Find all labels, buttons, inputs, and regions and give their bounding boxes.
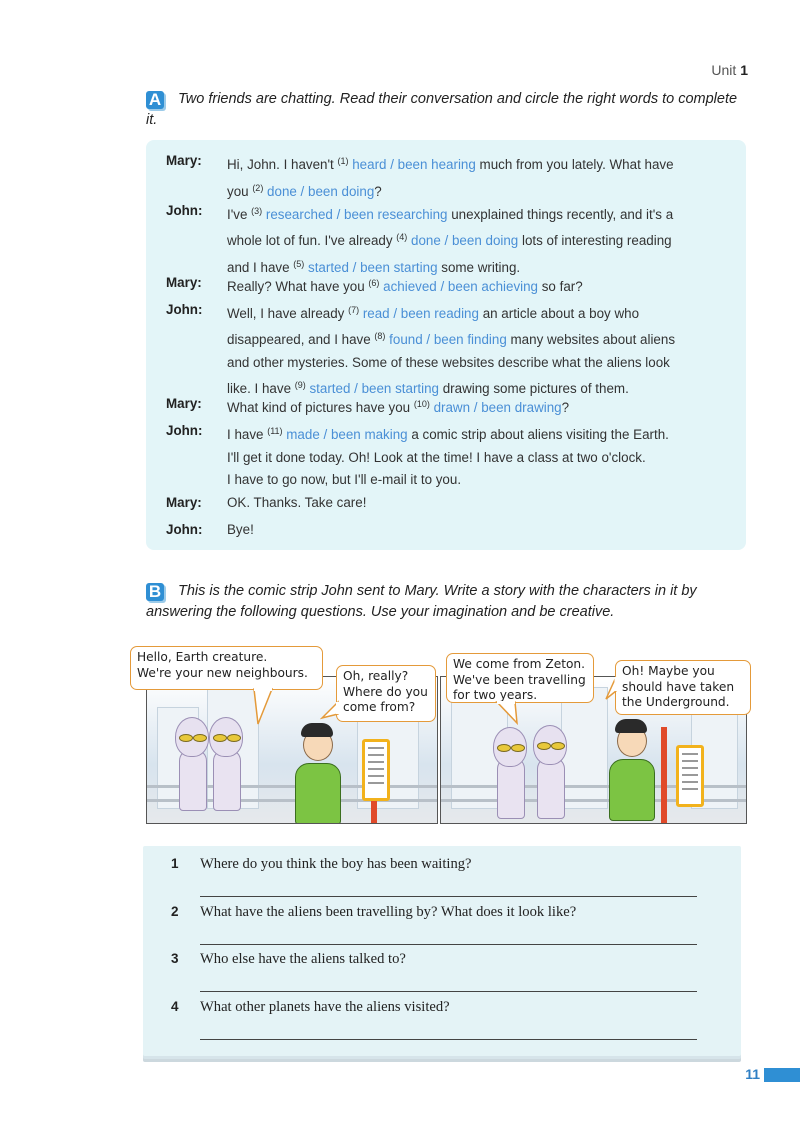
alien-head (533, 725, 567, 765)
bubble-line: Oh! Maybe you (622, 664, 715, 678)
answer-line[interactable] (200, 991, 697, 992)
question-number: 4 (171, 998, 179, 1014)
word-choice-option[interactable]: started / been starting (309, 381, 439, 396)
alien-body (179, 749, 207, 811)
bubble-line: Where do you (343, 684, 428, 699)
alien-head (175, 717, 209, 757)
speech-segment: I have (227, 427, 268, 442)
question-text: What other planets have the aliens visited? (200, 998, 450, 1015)
speech-segment: some writing. (437, 259, 521, 275)
speech-line (227, 492, 747, 515)
blank-number: (11) (267, 426, 283, 436)
speaker-name: Mary: (166, 495, 202, 510)
answer-line[interactable] (200, 944, 697, 945)
speech-line (227, 393, 747, 420)
question-number: 2 (171, 903, 179, 919)
speech-text (227, 492, 747, 515)
speaker-name: John: (166, 522, 203, 537)
alien-body (213, 749, 241, 811)
unit-word: Unit (711, 62, 737, 78)
question-text: Where do you think the boy has been waiting? (200, 856, 472, 872)
blank-number: (3) (251, 205, 263, 216)
blank-number: (9) (294, 380, 306, 390)
word-choice-option[interactable]: done / been doing (267, 183, 375, 199)
boy-body (609, 759, 655, 821)
speech-text (227, 420, 747, 492)
speech-text (227, 200, 747, 280)
section-b-text: This is the comic strip John sent to Mary. Write a story with the characters in it by answering the following questions. Use your imagination and be creative. (146, 583, 697, 620)
speech-segment: you (227, 183, 253, 199)
word-choice-option[interactable]: made / been making (286, 427, 408, 442)
question-text: Who else have the aliens talked to? (200, 951, 406, 967)
speech-segment: and I have (227, 259, 294, 275)
bus-stop-sign (676, 745, 704, 807)
word-choice-option[interactable]: heard / been hearing (352, 157, 476, 172)
speech-segment: I'll get it done today. Oh! Look at the time! I have a class at two o'clock. (227, 449, 646, 465)
word-choice-option[interactable]: found / been finding (389, 332, 507, 347)
speech-segment: so far? (538, 278, 583, 294)
speech-bubble-4 (615, 660, 751, 715)
speaker-name: John: (166, 423, 203, 438)
blank-number: (4) (396, 232, 408, 242)
speaker-name: Mary: (166, 153, 202, 168)
blank-number: (1) (337, 156, 349, 166)
speech-segment: I have to go now, but I'll e-mail it to you. (227, 472, 462, 487)
bubble-line: We're your new neighbours. (137, 665, 308, 680)
section-b-instruction (146, 581, 746, 623)
alien-head (493, 727, 527, 767)
question-number: 3 (171, 951, 179, 966)
bubble-line: Hello, Earth creature. (137, 650, 268, 664)
speech-line (227, 469, 747, 492)
blank-number: (5) (293, 258, 305, 269)
bubble-line: We've been travelling (453, 672, 586, 687)
speech-segment: I've (227, 206, 252, 222)
blank-number: (6) (368, 277, 380, 288)
speech-segment: lots of interesting reading (518, 233, 672, 248)
word-choice-option[interactable]: drawn / been drawing (433, 400, 562, 415)
speech-segment: whole lot of fun. I've already (227, 233, 397, 248)
section-a-text: Two friends are chatting. Read their conversation and circle the right words to complete it. (146, 91, 738, 128)
blank-number: (2) (252, 182, 264, 193)
page-number-bar (764, 1068, 800, 1082)
bus-stop-pole (661, 727, 667, 824)
bubble-line: We come from Zeton. (453, 657, 586, 671)
speaker-name: John: (166, 301, 203, 317)
speech-segment: like. I have (227, 381, 295, 396)
speech-segment: Bye! (227, 522, 254, 537)
section-b-badge: B (146, 583, 164, 601)
blank-number: (10) (413, 399, 430, 409)
bubble-line: for two years. (453, 688, 538, 702)
word-choice-option[interactable]: done / been doing (411, 233, 519, 248)
speech-line (227, 226, 747, 253)
question-number: 1 (171, 856, 179, 871)
speech-text (227, 393, 747, 420)
word-choice-option[interactable]: started / been starting (308, 259, 438, 275)
bus-stop-sign (362, 739, 390, 801)
word-choice-option[interactable]: achieved / been achieving (383, 278, 539, 294)
speech-segment: ? (561, 400, 570, 415)
blank-number: (7) (348, 304, 360, 315)
alien-head (209, 717, 243, 757)
speech-text (227, 299, 747, 401)
word-choice-option[interactable]: researched / been researching (265, 206, 448, 222)
bubble-line: Oh, really? (343, 669, 409, 683)
bubble-tail (320, 700, 342, 720)
speech-line (227, 519, 747, 542)
speech-segment: a comic strip about aliens visiting the Earth. (407, 427, 669, 442)
boy-body (295, 763, 341, 824)
boy-hair (615, 719, 647, 733)
section-a-instruction (146, 89, 746, 131)
bubble-tail (495, 701, 525, 727)
unit-label (711, 62, 748, 78)
speech-bubble-2 (336, 665, 436, 722)
speech-line (227, 420, 747, 447)
speech-text (227, 519, 747, 542)
speech-line (227, 352, 747, 375)
speech-line (227, 325, 747, 352)
unit-number: 1 (740, 62, 748, 78)
speech-segment: disappeared, and I have (227, 332, 375, 347)
bubble-line: the Underground. (622, 695, 730, 709)
speech-bubble-3 (446, 653, 594, 703)
speech-segment: Well, I have already (227, 305, 349, 321)
speech-line (227, 200, 747, 227)
speech-segment: ? (374, 183, 382, 199)
speech-segment: Really? What have you (227, 278, 369, 294)
speaker-name: Mary: (166, 274, 202, 290)
page-number: 11 (745, 1066, 760, 1082)
speaker-name: John: (166, 202, 203, 218)
speech-line (227, 447, 747, 470)
speech-line (227, 272, 747, 299)
speech-line (227, 299, 747, 326)
bubble-line: come from? (343, 700, 416, 714)
boy-hair (301, 723, 333, 737)
speech-segment: drawing some pictures of them. (439, 381, 629, 396)
speech-segment: and other mysteries. Some of these websites describe what the aliens look (227, 354, 670, 370)
speech-bubble-1 (130, 646, 323, 690)
answer-line[interactable] (200, 1039, 697, 1040)
speech-text (227, 150, 747, 203)
bubble-tail (602, 675, 620, 701)
speech-segment: What kind of pictures have you (227, 400, 414, 415)
speech-text (227, 272, 747, 299)
speech-segment: many websites about aliens (506, 332, 676, 347)
question-text: What have the aliens been travelling by? What does it look like? (200, 903, 577, 920)
bubble-tail (250, 688, 280, 728)
building (561, 687, 608, 809)
speech-segment: an article about a boy who (478, 305, 640, 321)
speech-segment: OK. Thanks. Take care! (227, 495, 367, 510)
dialogue-box (146, 140, 746, 550)
speech-segment: Hi, John. I haven't (227, 157, 338, 172)
speech-line (227, 150, 747, 177)
bubble-line: should have taken (622, 679, 735, 694)
questions-box (143, 846, 741, 1056)
section-a-badge: A (146, 91, 164, 109)
speech-segment: unexplained things recently, and it's a (447, 206, 674, 222)
blank-number: (8) (374, 331, 386, 341)
answer-line[interactable] (200, 896, 697, 897)
word-choice-option[interactable]: read / been reading (362, 305, 479, 321)
alien-body (537, 757, 565, 819)
speech-segment: much from you lately. What have (475, 157, 674, 172)
speaker-name: Mary: (166, 396, 202, 411)
